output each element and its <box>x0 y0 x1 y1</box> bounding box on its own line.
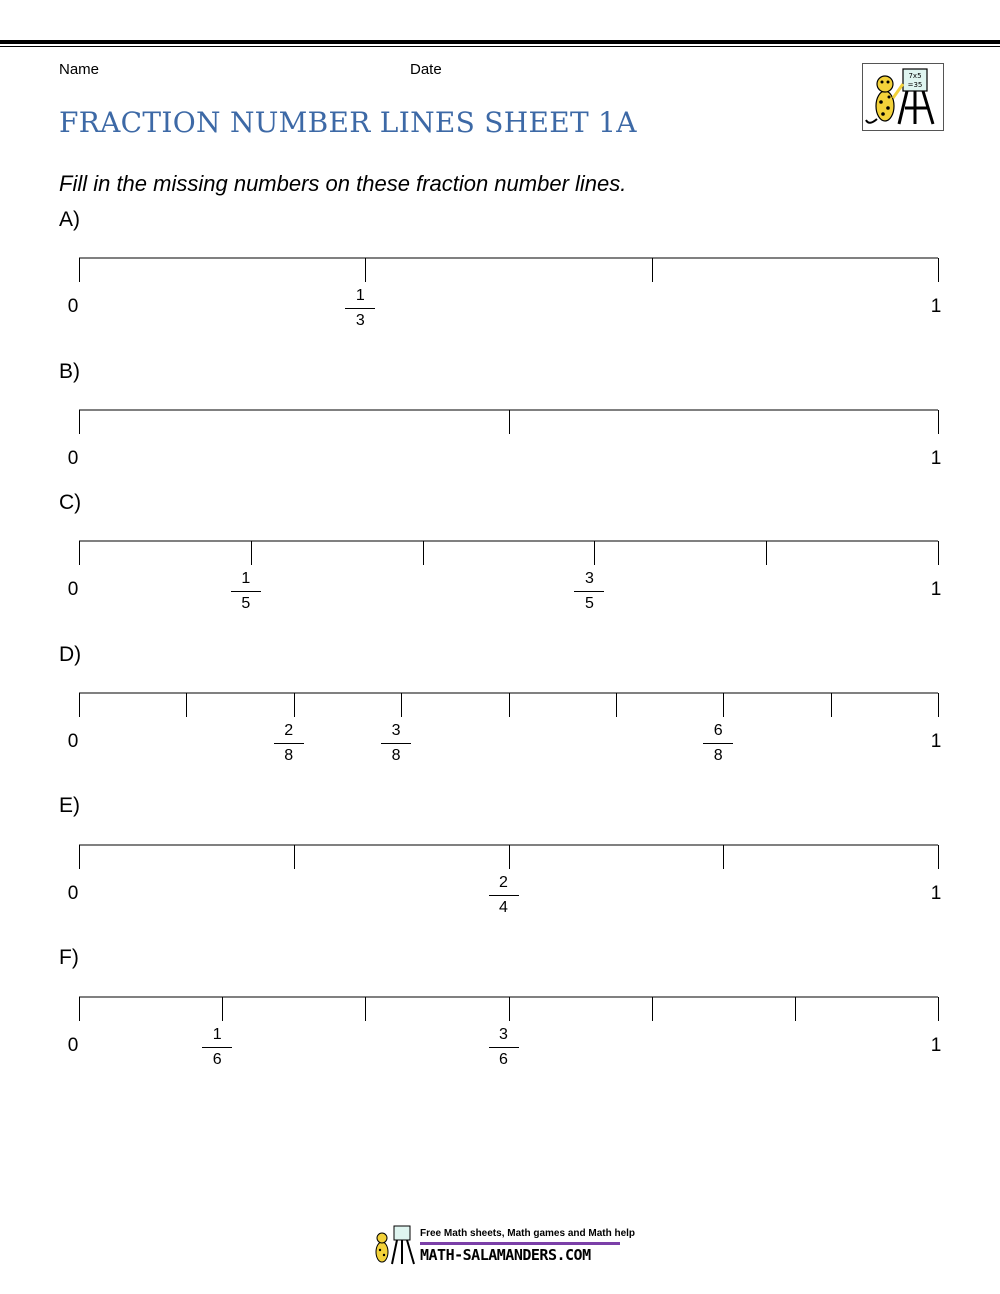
date-label: Date <box>410 61 442 78</box>
start-label: 0 <box>67 579 79 600</box>
fraction-denominator: 5 <box>241 595 251 612</box>
problem-label: B) <box>59 360 80 383</box>
fraction-numerator: 6 <box>713 722 723 739</box>
fraction-denominator: 5 <box>584 595 594 612</box>
logo-board-line1: 7x5 <box>908 72 922 80</box>
end-label: 1 <box>930 731 942 752</box>
fraction-label <box>229 571 263 612</box>
end-label: 1 <box>930 883 942 904</box>
fraction-denominator: 6 <box>499 1051 508 1068</box>
fraction-label <box>200 1027 234 1068</box>
fraction-denominator: 8 <box>284 747 294 764</box>
problem-label: C) <box>59 491 82 514</box>
start-label: 0 <box>67 1035 79 1056</box>
fraction-bar <box>274 743 304 744</box>
fraction-bar <box>231 591 261 592</box>
fraction-numerator: 2 <box>284 722 294 739</box>
fraction-bar <box>703 743 733 744</box>
start-label: 0 <box>67 731 79 752</box>
name-label: Name <box>59 61 100 78</box>
fraction-label <box>487 875 521 916</box>
fraction-label <box>487 1027 521 1068</box>
instructions-text: Fill in the missing numbers on these fraction number lines. <box>59 171 627 196</box>
footer-tagline: Free Math sheets, Math games and Math help <box>420 1228 636 1239</box>
problem-label: F) <box>59 946 79 969</box>
footer-divider <box>420 1242 620 1245</box>
fraction-bar <box>345 308 375 309</box>
fraction-denominator: 4 <box>499 899 508 916</box>
fraction-label <box>701 723 735 764</box>
fraction-numerator: 1 <box>241 570 251 587</box>
problem-label: E) <box>59 794 80 817</box>
fraction-label <box>572 571 606 612</box>
end-label: 1 <box>930 448 942 469</box>
problem-label: D) <box>59 643 82 666</box>
end-label: 1 <box>930 1035 942 1056</box>
fraction-numerator: 1 <box>212 1026 222 1043</box>
worksheet-title: FRACTION NUMBER LINES SHEET 1A <box>59 106 637 139</box>
end-label: 1 <box>930 579 942 600</box>
footer-salamander-icon <box>370 1224 416 1266</box>
start-label: 0 <box>67 296 79 317</box>
start-label: 0 <box>67 883 79 904</box>
footer-site-name: MATH-SALAMANDERS.COM <box>420 1246 591 1264</box>
fraction-numerator: 1 <box>355 287 365 304</box>
fraction-denominator: 3 <box>355 312 365 329</box>
problem-label: A) <box>59 208 80 231</box>
fraction-numerator: 3 <box>391 722 401 739</box>
footer-logo <box>370 1224 636 1266</box>
fraction-bar <box>381 743 411 744</box>
fraction-numerator: 2 <box>499 874 508 891</box>
logo-board-line2: =35 <box>907 81 923 89</box>
fraction-denominator: 6 <box>212 1051 222 1068</box>
fraction-numerator: 3 <box>584 570 594 587</box>
fraction-bar <box>489 1047 519 1048</box>
fraction-numerator: 3 <box>499 1026 508 1043</box>
fraction-label <box>272 723 306 764</box>
fraction-label <box>379 723 413 764</box>
fraction-denominator: 8 <box>713 747 723 764</box>
fraction-label <box>343 288 377 329</box>
fraction-bar <box>489 895 519 896</box>
end-label: 1 <box>930 296 942 317</box>
start-label: 0 <box>67 448 79 469</box>
fraction-bar <box>574 591 604 592</box>
fraction-bar <box>202 1047 232 1048</box>
fraction-denominator: 8 <box>391 747 401 764</box>
